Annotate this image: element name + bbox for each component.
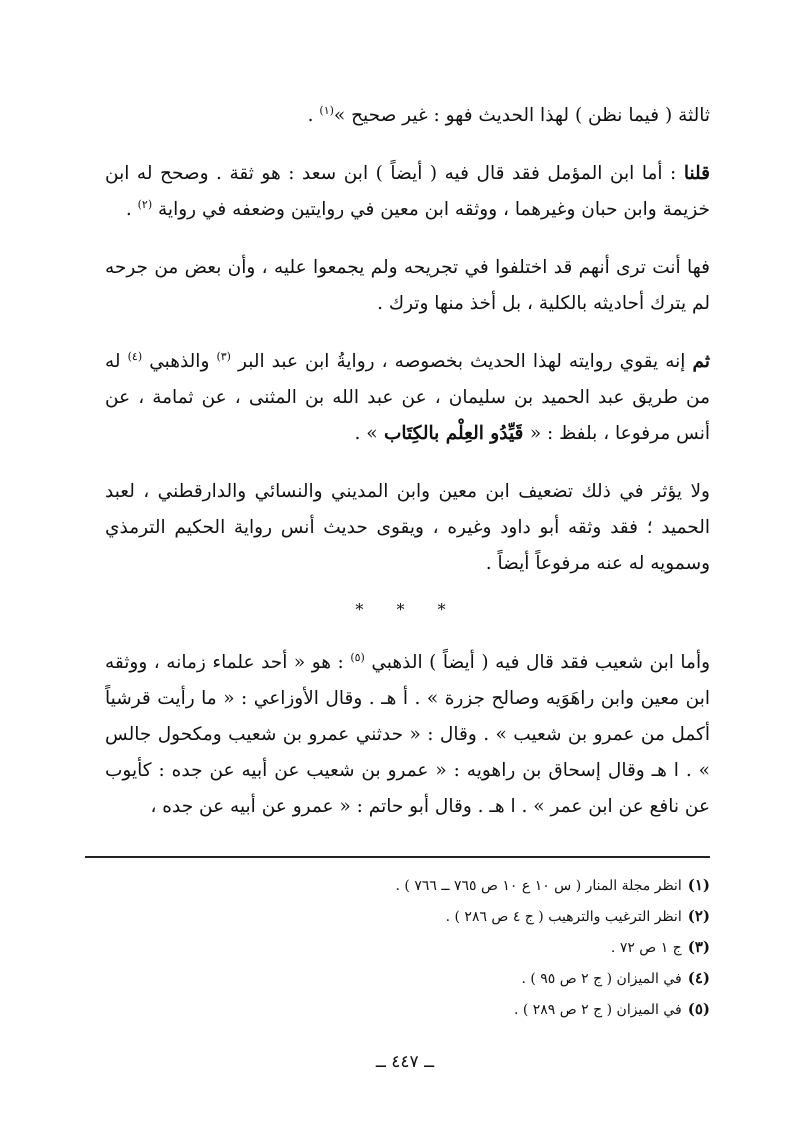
paragraph-4: [105, 344, 710, 452]
footnote-ref-1[interactable]: (١): [319, 103, 334, 117]
footnote-3: [300, 932, 710, 963]
paragraph-4-lead: ثم: [692, 351, 710, 372]
footnote-ref-2[interactable]: (٢): [137, 197, 153, 211]
paragraph-4-text-a: إنه يقوي روايته لهذا الحديث بخصوصه ، روايةُ ابن عبد البر: [238, 351, 693, 372]
footnote-ref-5[interactable]: (٥): [350, 650, 365, 664]
footnote-5: [300, 994, 710, 1025]
footnote-ref-3[interactable]: (٣): [216, 349, 231, 363]
footnote-text: ج ١ ص ٧٢ .: [610, 940, 682, 956]
paragraph-2-text: : أما ابن المؤمل فقد قال فيه ( أيضاً ) ابن سعد : هو ثقة . وصحح له ابن خزيمة وابن حبان وغيرهما ، ووثقه ابن معين في روايتين وضعفه في رواية: [105, 163, 710, 220]
paragraph-4-text-b: والذهبي: [149, 351, 217, 372]
footnote-2: [300, 901, 710, 932]
footnote-number: (٥): [687, 1000, 710, 1018]
section-separator: * * *: [355, 600, 460, 619]
footnote-number: (١): [687, 876, 710, 894]
footnote-4: [300, 963, 710, 994]
footnote-number: (٤): [687, 969, 710, 987]
paragraph-3: فها أنت ترى أنهم قد اختلفوا في تجريحه ولم يجمعوا عليه ، وأن بعض من جرحه لم يترك أحاديثه بالكلية ، بل أخذ منها وترك .: [105, 257, 710, 314]
footnote-text: انظر مجلة المنار ( س ١٠ ع ١٠ ص ٧٦٥ ــ ٧٦٦ ) .: [395, 878, 682, 894]
paragraph-2-lead: قلنا: [683, 163, 710, 184]
paragraph-4-text-c: له من طريق عبد الحميد بن سليمان ، عن عبد الله بن المثنى ، عن ثمامة ، عن أنس مرفوعا ، بلفظ : «: [105, 351, 710, 444]
footnote-text: في الميزان ( ج ٢ ص ٩٥ ) .: [521, 971, 682, 987]
paragraph-2-end: .: [125, 199, 138, 220]
paragraph-5: ولا يؤثر في ذلك تضعيف ابن معين وابن المديني والنسائي والدارقطني ، لعبد الحميد ؛ فقد وثقه أبو داود وغيره ، ويقوى حديث أنس رواية الحكيم الترمذي وسمويه له عنه مرفوعاً أيضاً .: [105, 481, 710, 574]
hadith-quote: قَيِّدُو العِلْم بالكِتَاب: [377, 423, 530, 444]
paragraph-6: [105, 645, 710, 825]
paragraph-4-end: » .: [354, 423, 378, 444]
footnote-number: (٢): [687, 907, 710, 925]
footnote-text: انظر الترغيب والترهيب ( ج ٤ ص ٢٨٦ ) .: [445, 909, 682, 925]
paragraph-1: [105, 98, 710, 134]
page-number: ــ ٤٤٧ ــ: [375, 1052, 435, 1072]
paragraph-2: [105, 156, 710, 228]
footnotes: [300, 870, 710, 1025]
page-body: [105, 98, 710, 847]
footnote-text: في الميزان ( ج ٢ ص ٢٨٩ ) .: [513, 1002, 682, 1018]
paragraph-6-text-a: وأما ابن شعيب فقد قال فيه ( أيضاً ) الذهبي: [371, 652, 711, 673]
footnote-number: (٣): [687, 938, 710, 956]
footnote-1: [300, 870, 710, 901]
paragraph-1-end: .: [307, 105, 320, 126]
footnote-divider: [85, 856, 710, 858]
paragraph-1-text: ثالثة ( فيما نظن ) لهذا الحديث فهو : غير صحيح »: [333, 105, 710, 126]
paragraph-6-text-b: : هو « أحد علماء زمانه ، ووثقه ابن معين وابن راهَوَيه وصالح جزرة » . أ هـ . وقال الأوزاعي : « ما رأيت قرشياً أكمل من عمرو بن شعيب » . وقال : « حدثني عمرو بن شعيب ومكحول جالس » . ا هـ وقال إسحاق بن راهويه : « عمرو بن شعيب عن أبيه عن جده : كأيوب عن نافع عن ابن عمر » . ا هـ . وقال أبو حاتم : « عمرو عن أبيه عن جده ،: [105, 652, 710, 817]
footnote-ref-4[interactable]: (٤): [127, 349, 143, 363]
